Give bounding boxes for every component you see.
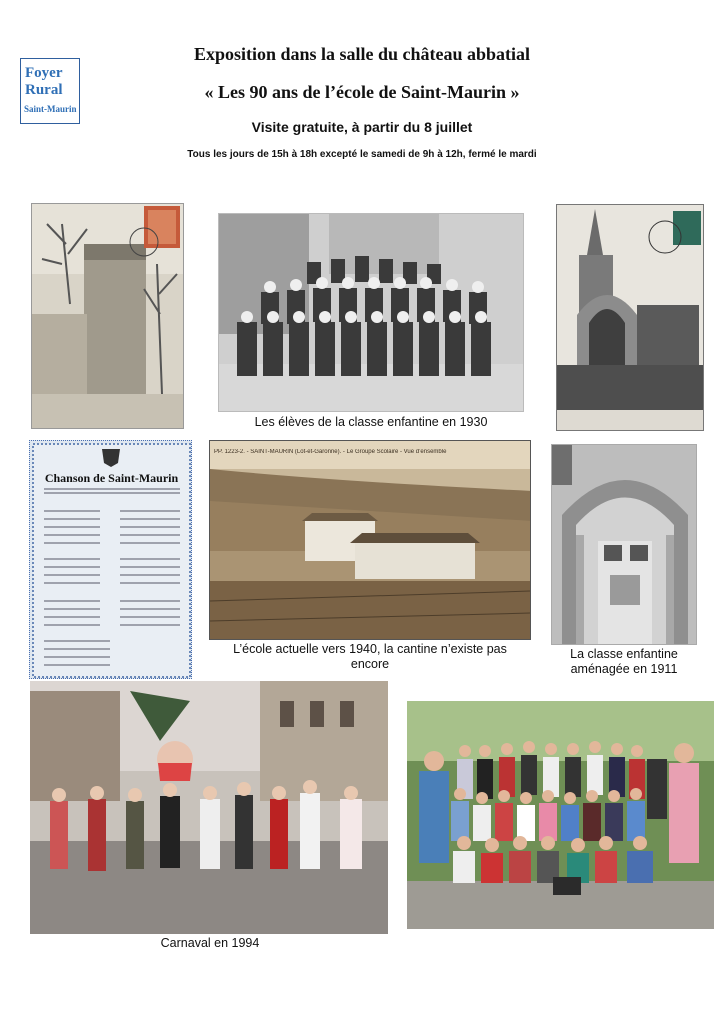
caption-carnaval-1994: Carnaval en 1994	[160, 936, 260, 950]
photo-song-sheet	[29, 440, 192, 679]
school-postcard-header: PP. 1223-2. - SAINT-MAURIN (Lot-et-Garonne). - Le Groupe Scolaire - Vue d’ensemble	[214, 449, 447, 455]
photo-carnaval-1994	[30, 681, 388, 934]
visit-info: Visite gratuite, à partir du 8 juillet	[251, 119, 473, 135]
photo-class-1930	[218, 213, 524, 412]
opening-hours: Tous les jours de 15h à 18h excepté le samedi de 9h à 12h, fermé le mardi	[187, 149, 537, 160]
caption-school-1940: L’école actuelle vers 1940, la cantine n’existe pas encore	[233, 642, 507, 671]
caption-class-1911: La classe enfantine aménagée en 1911	[570, 647, 678, 676]
exhibition-title: Exposition dans la salle du château abbatial	[193, 44, 531, 64]
photo-class-recent	[407, 701, 714, 929]
photo-postcard-tower	[31, 203, 184, 429]
caption-class-1930: Les élèves de la classe enfantine en 1930	[254, 415, 488, 429]
logo-line-2: Rural	[25, 82, 63, 98]
logo-line-3: Saint-Maurin	[24, 104, 77, 114]
photo-church-ruins	[556, 204, 704, 431]
song-sheet-title: Chanson de Saint-Maurin	[44, 471, 179, 485]
exhibition-subtitle: « Les 90 ans de l’école de Saint-Maurin »	[204, 82, 520, 102]
photo-school-1940	[209, 440, 531, 640]
logo-line-1: Foyer	[25, 65, 63, 81]
photo-class-1911	[551, 444, 697, 645]
